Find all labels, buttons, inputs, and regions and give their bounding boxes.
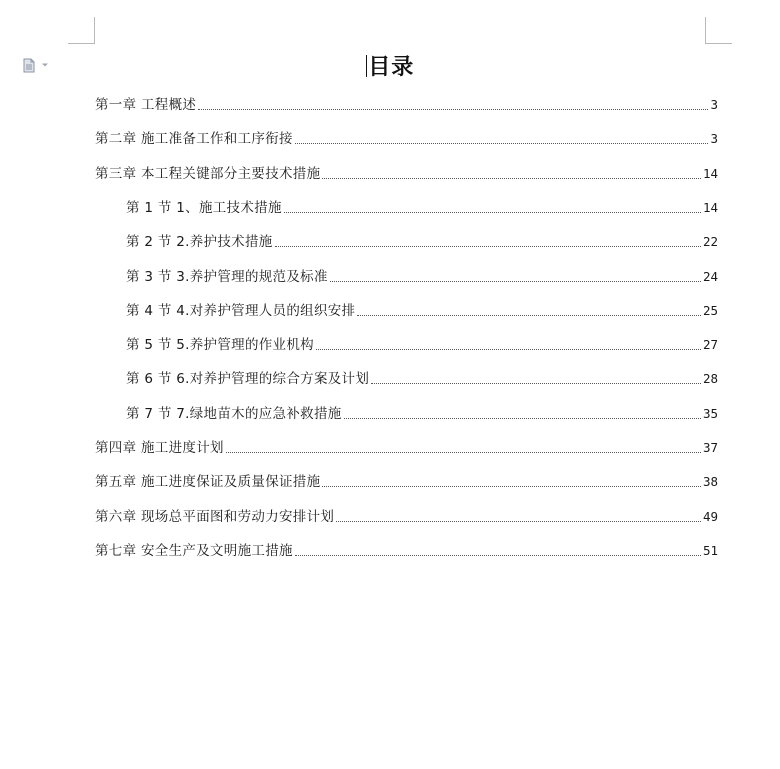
toc-entry-label: 第七章 安全生产及文明施工措施 [95,543,293,559]
toc-entry-label: 第 1 节 1、施工技术措施 [126,200,282,216]
toc-entry-label: 第四章 施工进度计划 [95,440,224,456]
toc-entry[interactable] [95,507,718,527]
toc-entry[interactable] [95,95,718,115]
toc-leader [371,382,701,384]
toc-leader [322,177,701,179]
toc-entry[interactable] [95,541,718,561]
toc-entry[interactable] [95,129,718,149]
toc-entry[interactable] [95,438,718,458]
toc-page-number: 14 [702,200,718,215]
toc-entry[interactable] [126,267,718,287]
toc-page-number: 28 [702,371,718,386]
toc-leader [226,451,701,453]
toc-entry-label: 第 5 节 5.养护管理的作业机构 [126,337,314,353]
toc-page-number: 22 [702,234,718,249]
toc-page-number: 37 [702,440,718,455]
toc-title-text: 目录 [368,54,415,80]
toc-leader [344,417,701,419]
toc-entry-label: 第五章 施工进度保证及质量保证措施 [95,474,321,490]
toc-leader [330,280,701,282]
toc-entry[interactable] [95,472,718,492]
toc-entry[interactable] [126,301,718,321]
toc-page-number: 25 [702,303,718,318]
toc-entry[interactable] [126,404,718,424]
toc-entry-label: 第 7 节 7.绿地苗木的应急补救措施 [126,406,342,422]
toc-entry[interactable] [126,198,718,218]
toc-entry[interactable] [95,164,718,184]
toc-leader [295,142,709,144]
toc-entry-label: 第 4 节 4.对养护管理人员的组织安排 [126,303,356,319]
toc-page-number: 49 [702,509,718,524]
toc-entry-label: 第二章 施工准备工作和工序衔接 [95,131,293,147]
toc-leader [198,108,708,110]
toc-entry[interactable] [126,335,718,355]
toc-entry-label: 第三章 本工程关键部分主要技术措施 [95,166,321,182]
toc-page-number: 51 [702,543,718,558]
toc-leader [357,314,701,316]
toc-page-number: 3 [710,97,718,112]
toc-page-number: 27 [702,337,718,352]
toc-entry-label: 第 6 节 6.对养护管理的综合方案及计划 [126,371,370,387]
toc-leader [322,485,701,487]
toc-leader [316,348,701,350]
toc-page-number: 3 [710,131,718,146]
toc-leader [336,520,701,522]
toc-leader [295,554,701,556]
toc-entry-label: 第一章 工程概述 [95,97,197,113]
toc-entry-label: 第 3 节 3.养护管理的规范及标准 [126,269,328,285]
toc-entry[interactable] [126,232,718,252]
toc-entry-label: 第 2 节 2.养护技术措施 [126,234,273,250]
toc-page-number: 38 [702,474,718,489]
toc-entry[interactable] [126,369,718,389]
toc-page-number: 24 [702,269,718,284]
toc-leader [284,211,701,213]
toc-entry-label: 第六章 现场总平面图和劳动力安排计划 [95,509,335,525]
toc-leader [275,245,701,247]
toc-page-number: 35 [702,406,718,421]
toc-page-number: 14 [702,166,718,181]
